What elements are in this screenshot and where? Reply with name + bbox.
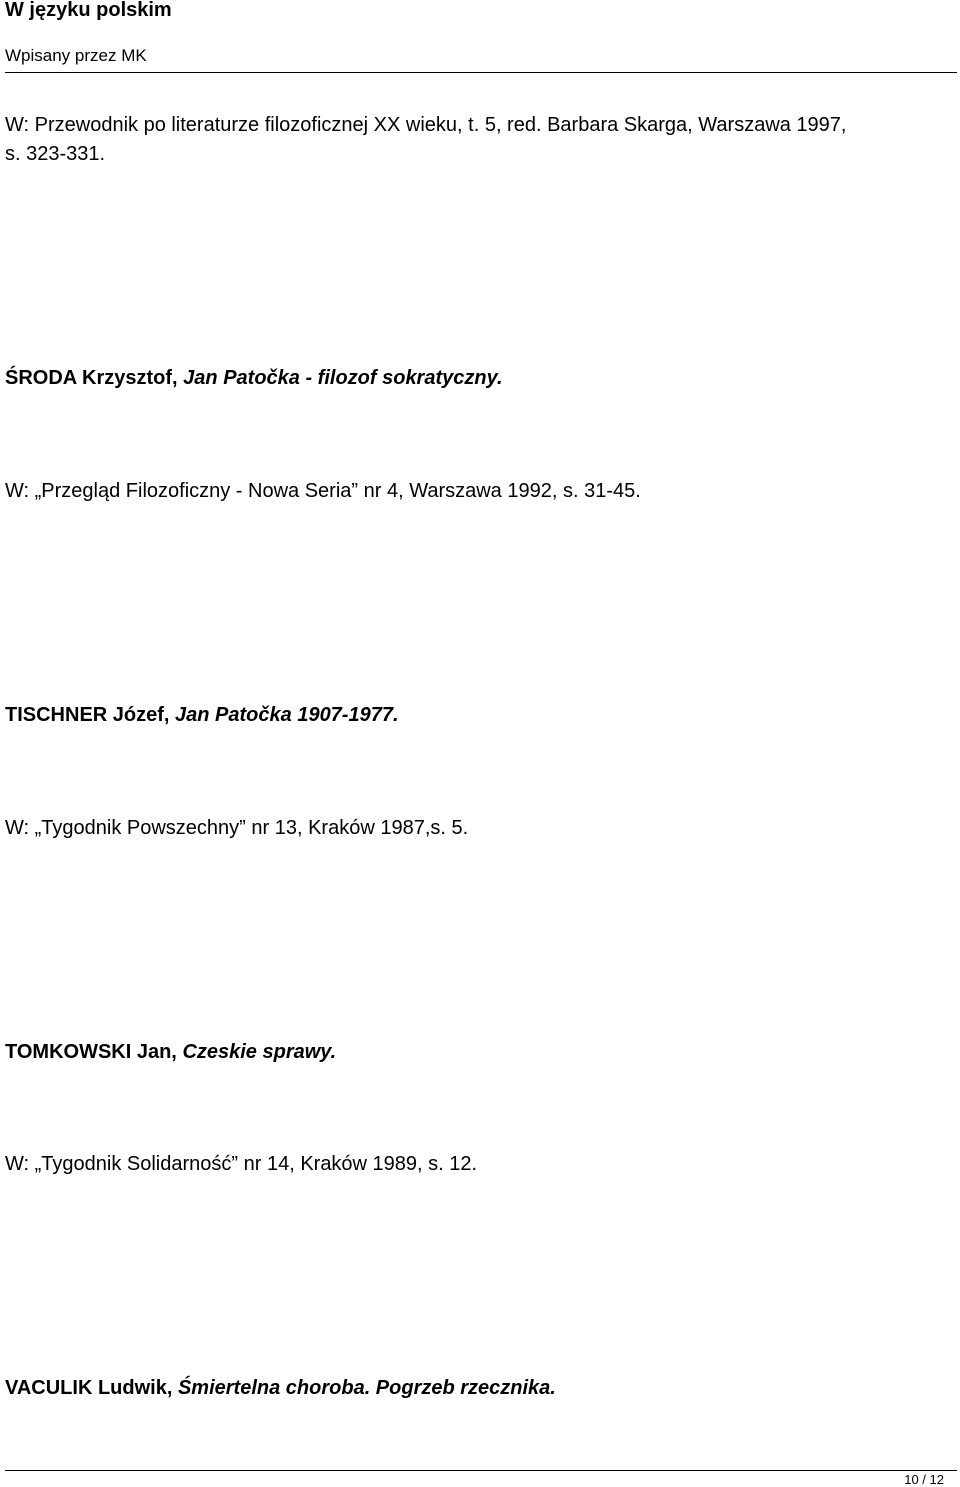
entry-author: TOMKOWSKI Jan, bbox=[5, 1041, 177, 1063]
intro-citation-line-2: s. 323-331. bbox=[5, 143, 106, 165]
entry-title: Czeskie sprawy. bbox=[182, 1041, 337, 1063]
entry-title: Jan Patočka - filozof sokratyczny. bbox=[183, 367, 503, 389]
footer-divider bbox=[5, 1470, 957, 1471]
page-header-title: W języku polskim bbox=[5, 0, 172, 21]
entry-heading bbox=[5, 364, 955, 393]
entry-author: TISCHNER Józef, bbox=[5, 704, 170, 726]
page-header-subtitle: Wpisany przez MK bbox=[5, 46, 147, 65]
entry-title: Jan Patočka 1907-1977. bbox=[175, 704, 399, 726]
entry-author: VACULIK Ludwik, bbox=[5, 1377, 173, 1399]
header-divider bbox=[5, 72, 957, 73]
entry-citation: W: „Tygodnik Powszechny” nr 13, Kraków 1987,s. 5. bbox=[5, 817, 469, 839]
page-number: 10 / 12 bbox=[904, 1472, 944, 1487]
entry-author: ŚRODA Krzysztof, bbox=[5, 367, 178, 389]
entry-title: Śmiertelna choroba. Pogrzeb rzecznika. bbox=[177, 1377, 556, 1399]
entry-heading bbox=[5, 1038, 955, 1067]
intro-citation-line-1: W: Przewodnik po literaturze filozoficznej XX wieku, t. 5, red. Barbara Skarga, Warszawa 1997, bbox=[5, 114, 847, 136]
entry-citation: W: „Przegląd Filozoficzny - Nowa Seria” nr 4, Warszawa 1992, s. 31-45. bbox=[5, 480, 641, 502]
entry-heading bbox=[5, 701, 955, 730]
entry-citation: W: „Tygodnik Solidarność” nr 14, Kraków 1989, s. 12. bbox=[5, 1153, 478, 1175]
entry-heading bbox=[5, 1374, 955, 1403]
